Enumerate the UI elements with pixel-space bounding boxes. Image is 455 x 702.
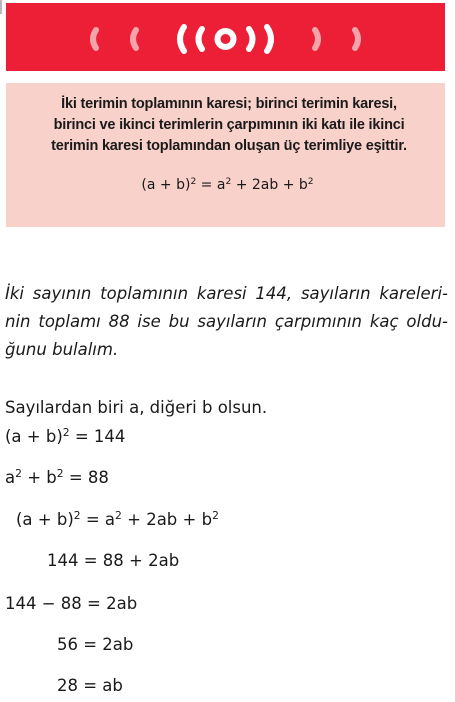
solution-step-6: 56 = 2ab <box>57 635 134 654</box>
rule-formula: $(a + b)^2 = a^2 + 2ab + b^2$ <box>141 177 314 193</box>
broadcast-icon <box>6 3 445 71</box>
solution-step-3: $(a + b)^2 = a^2 + 2ab + b^2$ <box>16 509 219 529</box>
solution-step-2: $a^2 + b^2 = 88$ <box>5 467 109 487</box>
rule-text: İki terimin toplamının karesi; birinci terimin karesi, birinci ve ikinci terimlerin çarpımının iki katı ile ikinci terimin karesi toplamından oluşan üç terimliye eşittir. <box>51 96 407 154</box>
header-banner <box>6 3 445 71</box>
solution-step-4: 144 = 88 + 2ab <box>47 551 180 570</box>
page-edge-mark <box>0 0 2 14</box>
solution-intro: Sayılardan biri a, diğeri b olsun. <box>5 398 268 417</box>
problem-statement: İki sayının toplamının karesi 144, sayıların kareleri-nin toplamı 88 ise bu sayıların çarpımının kaç oldu-ğunu bulalım. <box>5 284 448 359</box>
solution-step-7: 28 = ab <box>57 676 123 695</box>
solution-step-1: $(a + b)^2 = 144$ <box>5 426 126 446</box>
solution-step-5: 144 − 88 = 2ab <box>5 594 138 613</box>
